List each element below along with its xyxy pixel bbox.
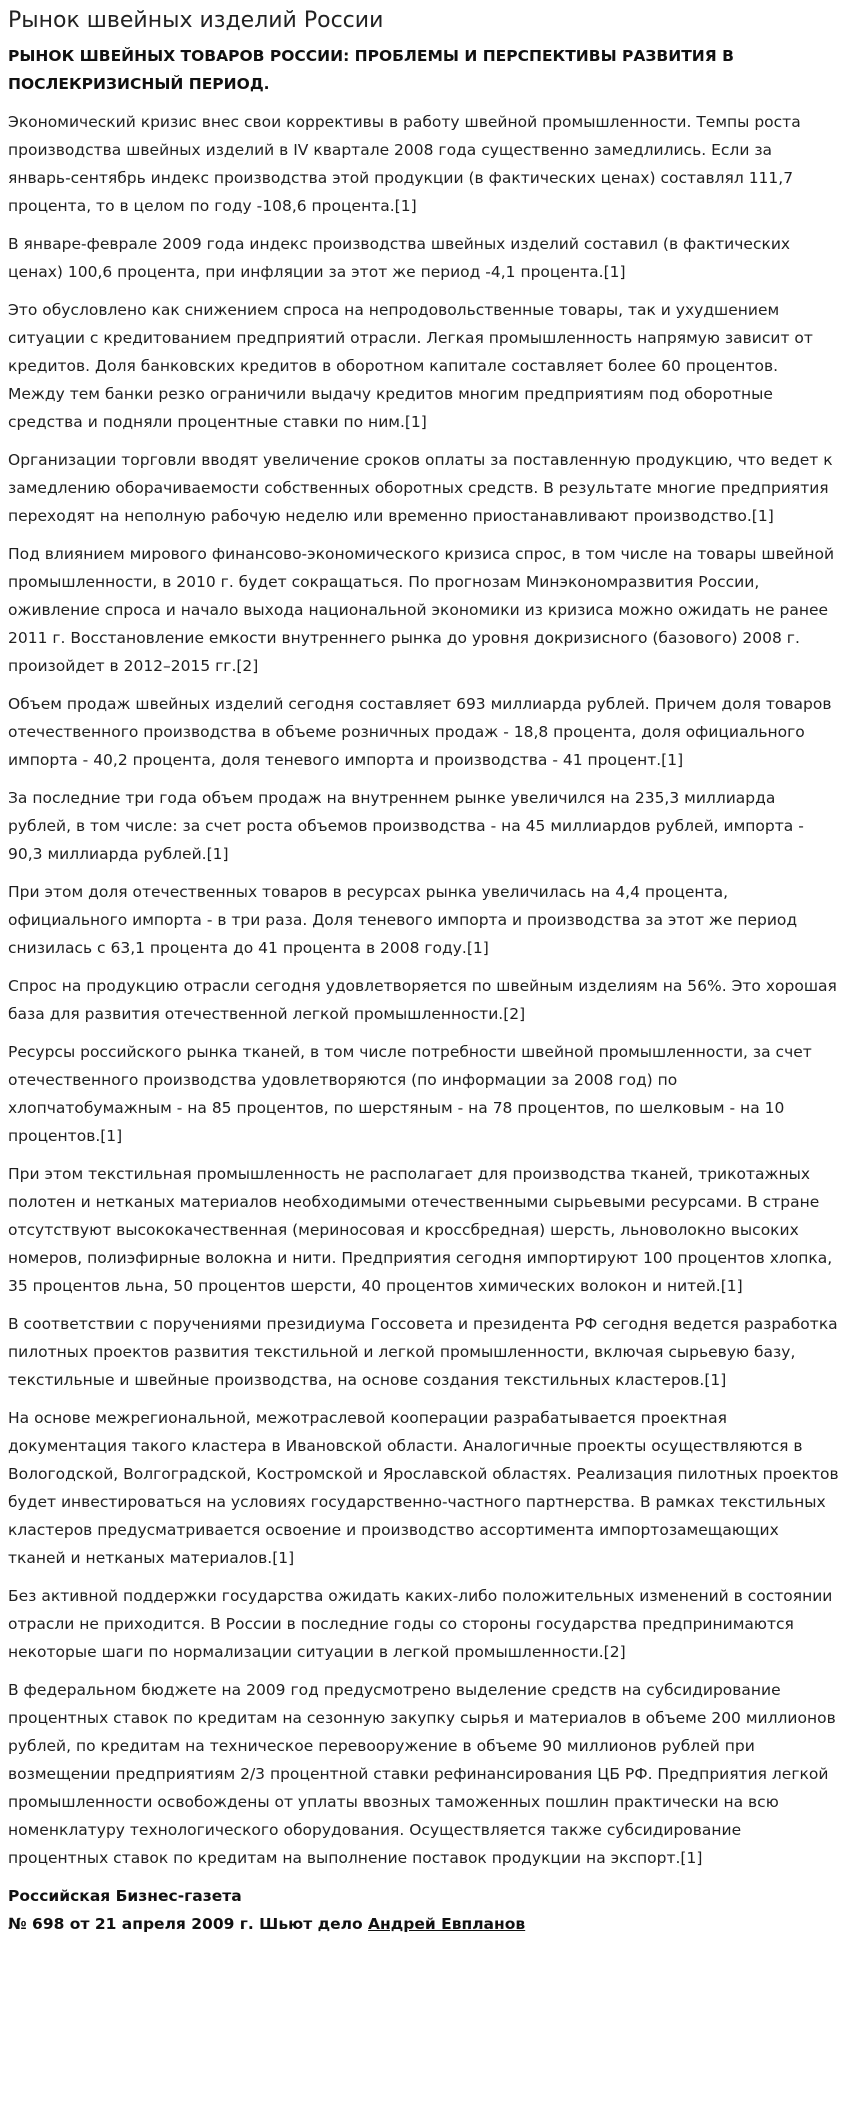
article-paragraph: При этом текстильная промышленность не располагает для производства тканей, трикотажных полотен и нетканых материалов необходимыми отечественными сырьевыми ресурсами. В стране отсутствуют высококачественная (мериносовая и кроссбредная) шерсть, льноволокно высоких номеров, полиэфирные волокна и нити. Предприятия сегодня импортируют 100 процентов хлопка, 35 процентов льна, 50 процентов шерсти, 40 процентов химических волокон и нитей.[1] <box>8 1165 833 1295</box>
article-paragraph: Под влиянием мирового финансово-экономического кризиса спрос, в том числе на товары швейной промышленности, в 2010 г. будет сокращаться. По прогнозам Минэкономразвития России, оживление спроса и начало выхода национальной экономики из кризиса можно ожидать не ранее 2011 г. Восстановление емкости внутреннего рынка до уровня докризисного (базового) 2008 г. произойдет в 2012–2015 гг.[2] <box>8 545 835 675</box>
article-paragraph: В федеральном бюджете на 2009 год предусмотрено выделение средств на субсидирование процентных ставок по кредитам на сезонную закупку сырья и материалов в объеме 200 миллионов рублей, по кредитам на техническое перевооружение в объеме 90 миллионов рублей при возмещении предприятиям 2/3 процентной ставки рефинансирования ЦБ РФ. Предприятия легкой промышленности освобождены от уплаты ввозных таможенных пошлин практически на всю номенклатуру технологического оборудования. Осуществляется также субсидирование процентных ставок по кредитам на выполнение поставок продукции на экспорт.[1] <box>8 1681 836 1867</box>
article-paragraph: Без активной поддержки государства ожидать каких-либо положительных изменений в состоянии отрасли не приходится. В России в последние годы со стороны государства предпринимаются некоторые шаги по нормализации ситуации в легкой промышленности.[2] <box>8 1587 833 1661</box>
author-link[interactable]: Андрей Евпланов <box>368 1915 526 1933</box>
article-paragraph: Организации торговли вводят увеличение сроков оплаты за поставленную продукцию, что ведет к замедлению оборачиваемости собственных оборотных средств. В результате многие предприятия переходят на неполную рабочую неделю или временно приостанавливают производство.[1] <box>8 451 833 525</box>
article-heading: РЫНОК ШВЕЙНЫХ ТОВАРОВ РОССИИ: ПРОБЛЕМЫ И ПЕРСПЕКТИВЫ РАЗВИТИЯ В ПОСЛЕКРИЗИСНЫЙ ПЕРИОД. <box>8 47 734 93</box>
source-publication: Российская Бизнес-газета <box>8 1887 242 1905</box>
source-issue: № 698 от 21 апреля 2009 г. Шьют дело <box>8 1915 369 1933</box>
article-paragraph: За последние три года объем продаж на внутреннем рынке увеличился на 235,3 миллиарда рублей, в том числе: за счет роста объемов производства - на 45 миллиардов рублей, импорта - 90,3 миллиарда рублей.[1] <box>8 789 804 863</box>
article-paragraph: На основе межрегиональной, межотраслевой кооперации разрабатывается проектная документация такого кластера в Ивановской области. Аналогичные проекты осуществляются в Вологодской, Волгоградской, Костромской и Ярославской областях. Реализация пилотных проектов будет инвестироваться на условиях государственно-частного партнерства. В рамках текстильных кластеров предусматривается освоение и производство ассортимента импортозамещающих тканей и нетканых материалов.[1] <box>8 1409 839 1567</box>
page-title: Рынок швейных изделий России <box>8 8 384 33</box>
article-paragraph: В соответствии с поручениями президиума Госсовета и президента РФ сегодня ведется разработка пилотных проектов развития текстильной и легкой промышленности, включая сырьевую базу, текстильные и швейные производства, на основе создания текстильных кластеров.[1] <box>8 1315 838 1389</box>
article-paragraph: Объем продаж швейных изделий сегодня составляет 693 миллиарда рублей. Причем доля товаров отечественного производства в объеме розничных продаж - 18,8 процента, доля официального импорта - 40,2 процента, доля теневого импорта и производства - 41 процент.[1] <box>8 695 832 769</box>
source-issue-line <box>8 1910 839 1938</box>
article-paragraph: При этом доля отечественных товаров в ресурсах рынка увеличилась на 4,4 процента, официального импорта - в три раза. Доля теневого импорта и производства за этот же период снизилась с 63,1 процента до 41 процента в 2008 году.[1] <box>8 883 798 957</box>
article-paragraph: Это обусловлено как снижением спроса на непродовольственные товары, так и ухудшением ситуации с кредитованием предприятий отрасли. Легкая промышленность напрямую зависит от кредитов. Доля банковских кредитов в оборотном капитале составляет более 60 процентов. Между тем банки резко ограничили выдачу кредитов многим предприятиям под оборотные средства и подняли процентные ставки по ним.[1] <box>8 301 813 431</box>
article-paragraph: Экономический кризис внес свои коррективы в работу швейной промышленности. Темпы роста производства швейных изделий в IV квартале 2008 года существенно замедлились. Если за январь-сентябрь индекс производства этой продукции (в фактических ценах) составлял 111,7 процента, то в целом по году -108,6 процента.[1] <box>8 113 801 215</box>
article-body <box>8 108 839 1872</box>
article-paragraph: Спрос на продукцию отрасли сегодня удовлетворяется по швейным изделиям на 56%. Это хорошая база для развития отечественной легкой промышленности.[2] <box>8 977 837 1023</box>
article-paragraph: В январе-феврале 2009 года индекс производства швейных изделий составил (в фактических ценах) 100,6 процента, при инфляции за этот же период -4,1 процента.[1] <box>8 235 791 281</box>
article-paragraph: Ресурсы российского рынка тканей, в том числе потребности швейной промышленности, за счет отечественного производства удовлетворяются (по информации за 2008 год) по хлопчатобумажным - на 85 процентов, по шерстяным - на 78 процентов, по шелковым - на 10 процентов.[1] <box>8 1043 812 1145</box>
